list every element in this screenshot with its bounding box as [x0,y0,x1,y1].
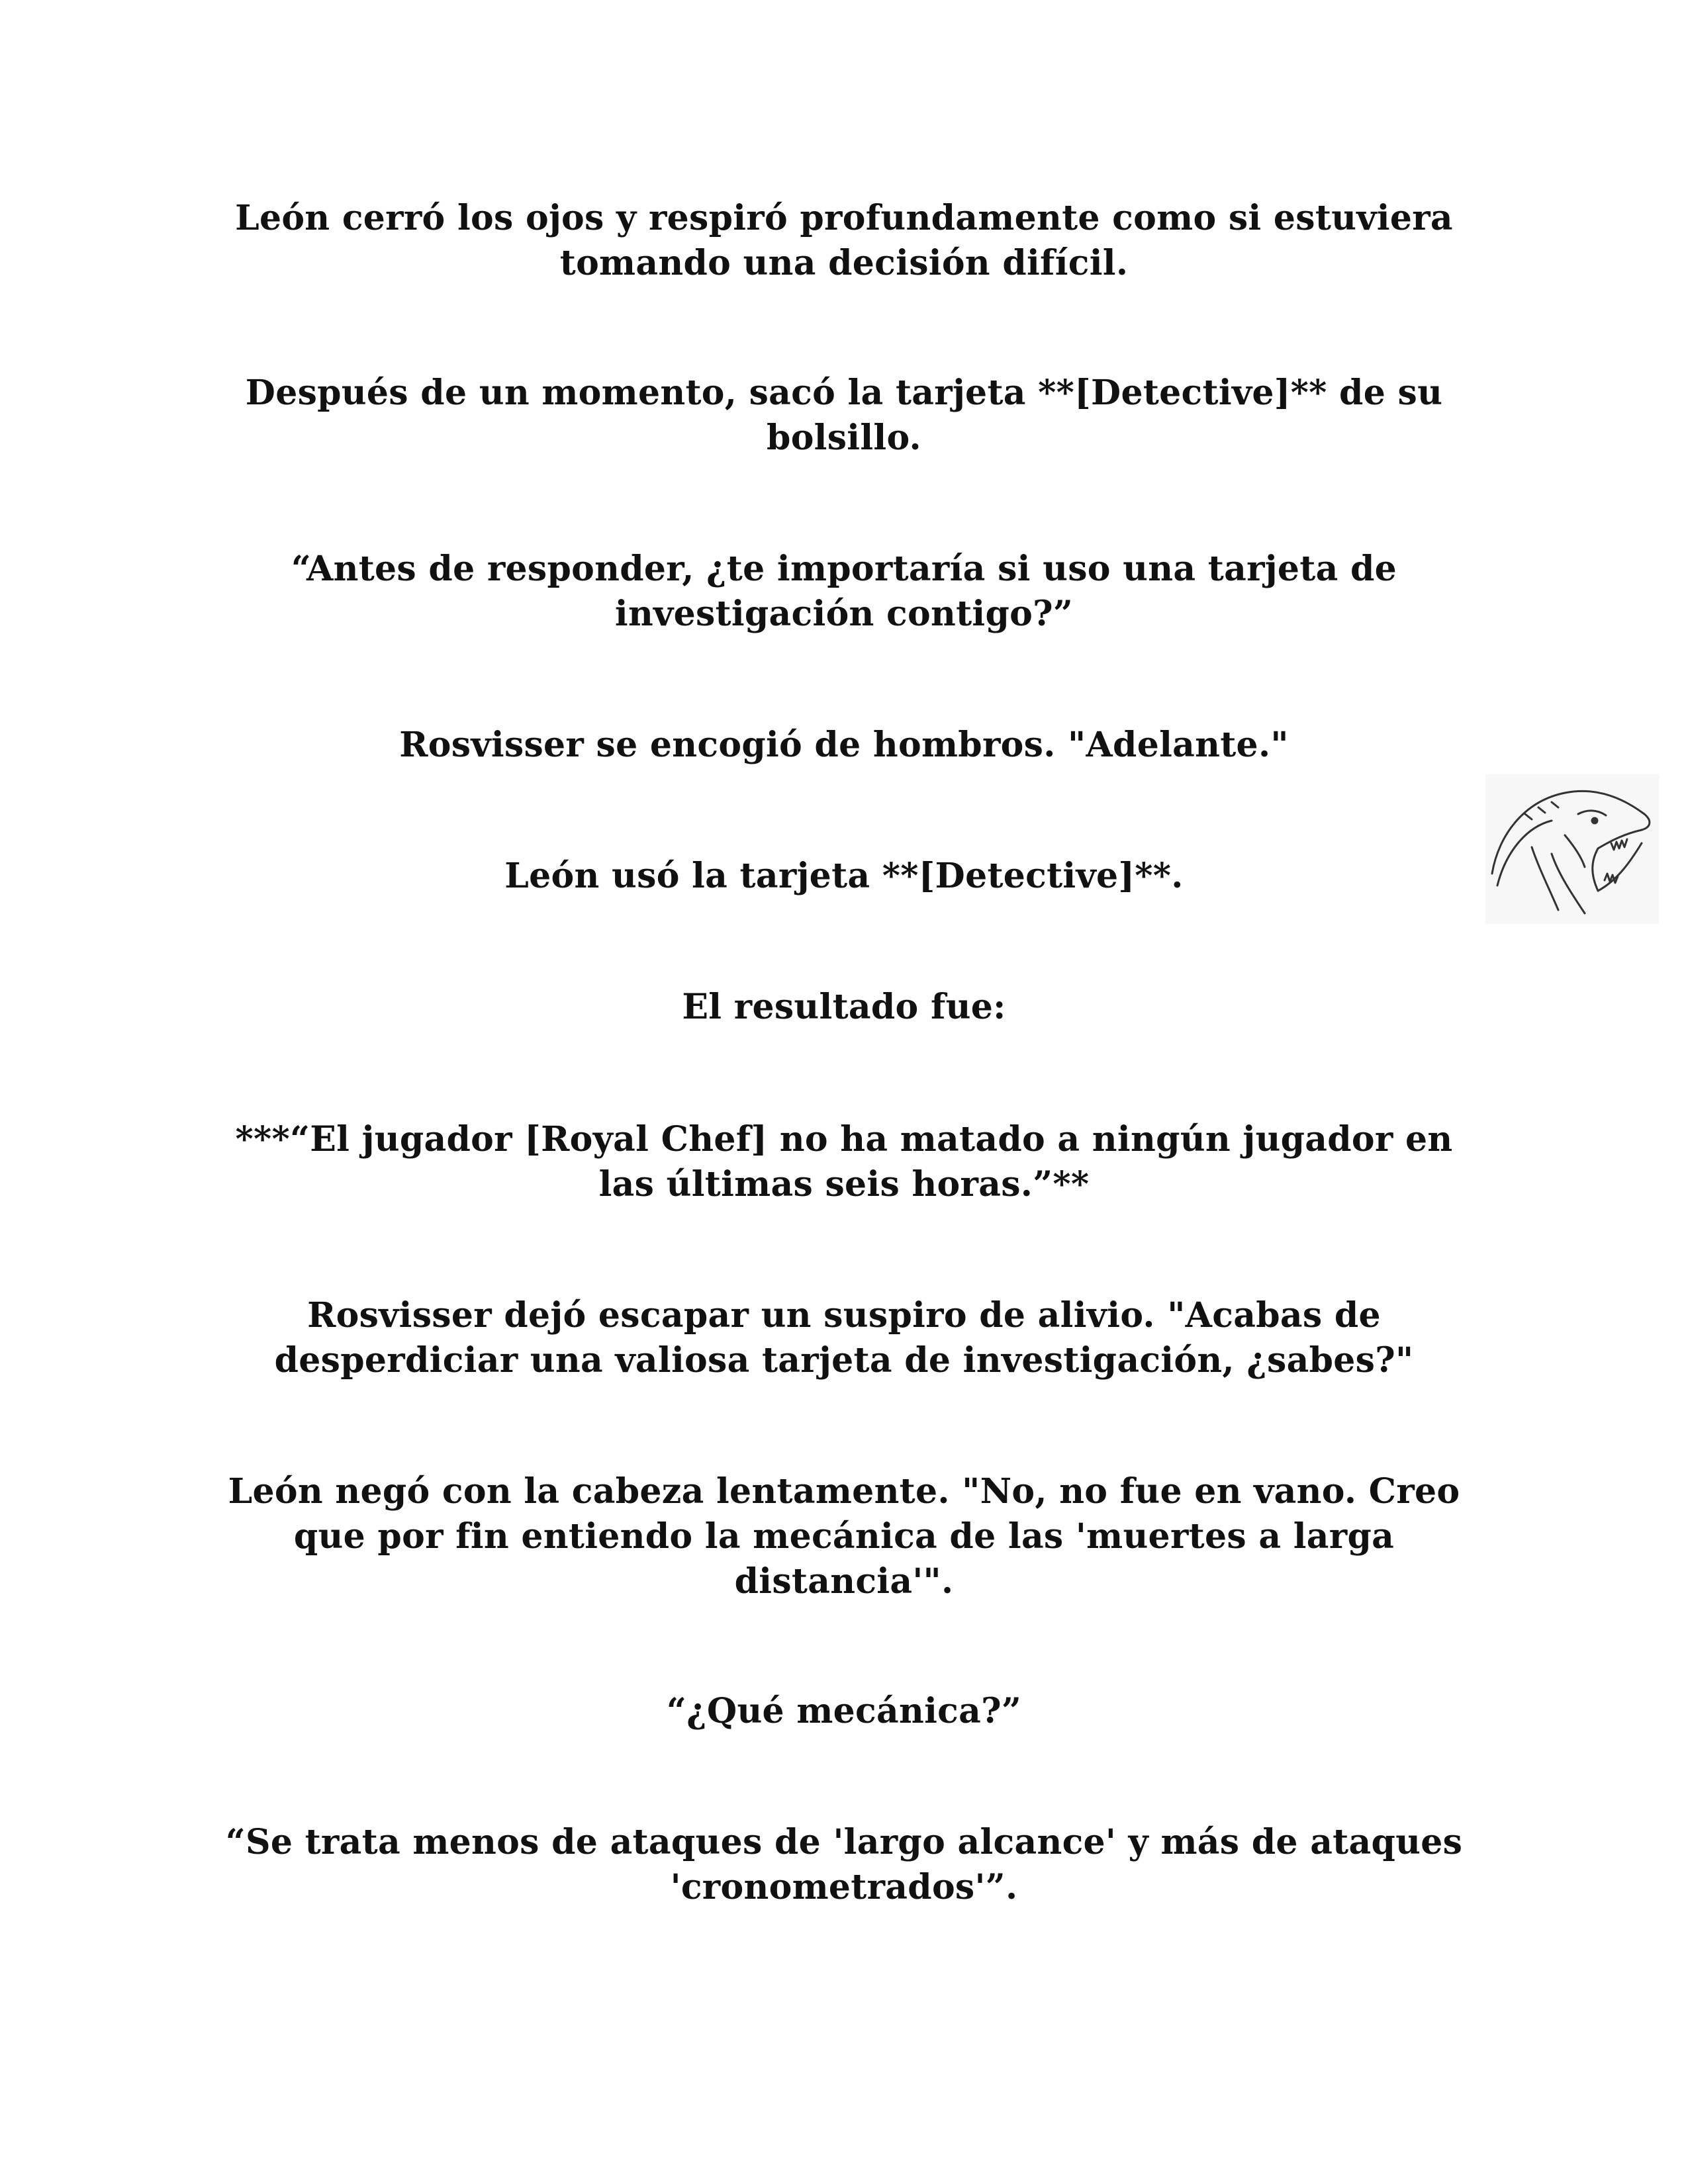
dinosaur-head-sketch-icon [1485,774,1659,924]
paragraph-1: León cerró los ojos y respiró profundamente como si estuviera tomando una decisión difícil. [235,198,1453,283]
paragraph-2: Después de un momento, sacó la tarjeta **[Detective]** de su bolsillo. [245,373,1443,458]
paragraph-9: León negó con la cabeza lentamente. "No, no fue en vano. Creo que por fin entiendo la mecánica de las 'muertes a larga distancia'". [228,1471,1460,1602]
paragraph-11: “Se trata menos de ataques de 'largo alcance' y más de ataques 'cronometrados'”. [225,1822,1463,1907]
paragraph-8: Rosvisser dejó escapar un suspiro de alivio. "Acabas de desperdiciar una valiosa tarjeta de investigación, ¿sabes?" [274,1295,1414,1381]
paragraph-7: ***“El jugador [Royal Chef] no ha matado a ningún jugador en las últimas seis horas.”** [235,1119,1453,1205]
paragraph-6: El resultado fue: [682,987,1006,1027]
paragraph-3: “Antes de responder, ¿te importaría si uso una tarjeta de investigación contigo?” [291,549,1397,634]
paragraph-5: León usó la tarjeta **[Detective]**. [504,856,1184,896]
paragraph-10: “¿Qué mecánica?” [666,1691,1022,1731]
paragraph-4: Rosvisser se encogió de hombros. "Adelante." [399,725,1289,765]
